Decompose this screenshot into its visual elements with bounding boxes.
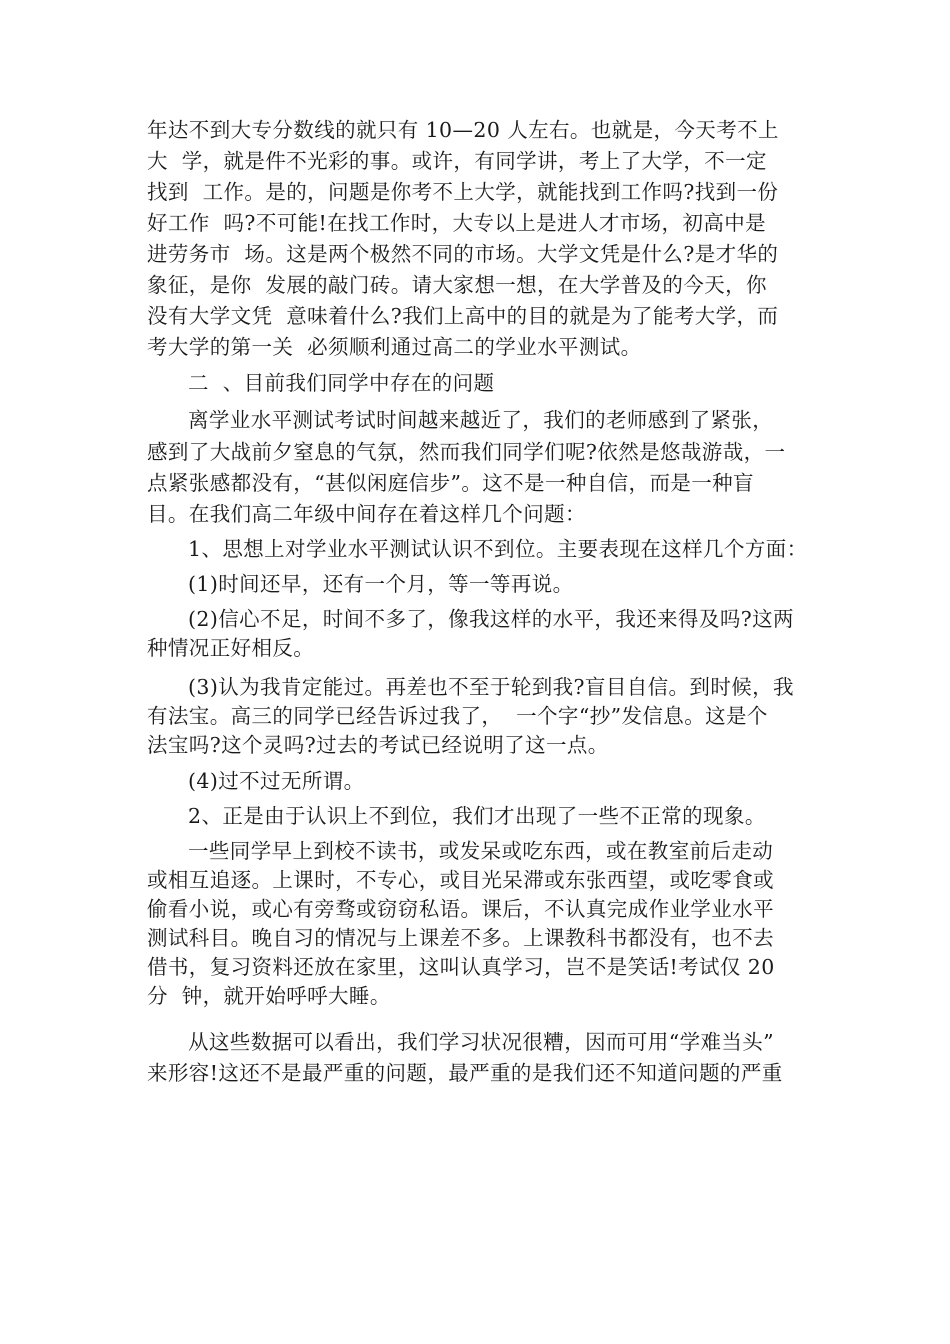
text-line: 年达不到大专分数线的就只有 10—20 人左右。也就是，今天考不上 xyxy=(147,118,779,142)
section-heading: 二 、目前我们同学中存在的问题 xyxy=(188,371,495,395)
text-line: 借书，复习资料还放在家里，这叫认真学习，岂不是笑话!考试仅 20 xyxy=(147,955,775,979)
text-line: 或相互追逐。上课时，不专心，或目光呆滞或东张西望，或吃零食或 xyxy=(147,868,774,892)
text-line: 大 学，就是件不光彩的事。或许，有同学讲，考上了大学，不一定 xyxy=(147,149,767,173)
list-item: (2)信心不足，时间不多了，像我这样的水平，我还来得及吗?这两 xyxy=(188,607,794,631)
text-line: 来形容!这还不是最严重的问题，最严重的是我们还不知道问题的严重 xyxy=(147,1061,783,1085)
text-line: 测试科目。晚自习的情况与上课差不多。上课教科书都没有，也不去 xyxy=(147,926,774,950)
text-line: 象征，是你 发展的敲门砖。请大家想一想，在大学普及的今天，你 xyxy=(147,273,767,297)
text-line: 分 钟，就开始呼呼大睡。 xyxy=(147,984,391,1008)
text-line: 离学业水平测试考试时间越来越近了，我们的老师感到了紧张， xyxy=(188,408,774,432)
list-item: 1、思想上对学业水平测试认识不到位。主要表现在这样几个方面： xyxy=(188,537,808,561)
text-line: 感到了大战前夕窒息的气氛，然而我们同学们呢?依然是悠哉游哉，一 xyxy=(147,440,786,464)
text-line: 进劳务市 场。这是两个极然不同的市场。大学文凭是什么?是才华的 xyxy=(147,242,779,266)
text-line: 法宝吗?这个灵吗?过去的考试已经说明了这一点。 xyxy=(147,733,609,757)
text-line: 没有大学文凭 意味着什么?我们上高中的目的就是为了能考大学，而 xyxy=(147,304,779,328)
list-item: (4)过不过无所谓。 xyxy=(188,769,365,793)
text-line: 点紧张感都没有，“甚似闲庭信步”。这不是一种自信，而是一种盲 xyxy=(147,471,754,495)
list-item: (1)时间还早，还有一个月，等一等再说。 xyxy=(188,572,574,596)
text-line: 找到 工作。是的，问题是你考不上大学，就能找到工作吗?找到一份 xyxy=(147,180,779,204)
text-line: 好工作 吗?不可能!在找工作时，大专以上是进人才市场，初高中是 xyxy=(147,211,767,235)
text-line: 考大学的第一关 必须顺利通过高二的学业水平测试。 xyxy=(147,335,642,359)
text-line: 一些同学早上到校不读书，或发呆或吃东西，或在教室前后走动 xyxy=(188,839,774,863)
text-line: 有法宝。高三的同学已经告诉过我了， 一个字“抄”发信息。这是个 xyxy=(147,704,768,728)
text-line: 目。在我们高二年级中间存在着这样几个问题： xyxy=(147,502,586,526)
list-item: (3)认为我肯定能过。再差也不至于轮到我?盲目自信。到时候，我 xyxy=(188,675,794,699)
text-line: 种情况正好相反。 xyxy=(147,636,315,660)
text-line: 偷看小说，或心有旁骛或窃窃私语。课后，不认真完成作业学业水平 xyxy=(147,897,774,921)
text-line: 从这些数据可以看出，我们学习状况很糟，因而可用“学难当头” xyxy=(188,1030,775,1054)
list-item: 2、正是由于认识上不到位，我们才出现了一些不正常的现象。 xyxy=(188,804,766,828)
